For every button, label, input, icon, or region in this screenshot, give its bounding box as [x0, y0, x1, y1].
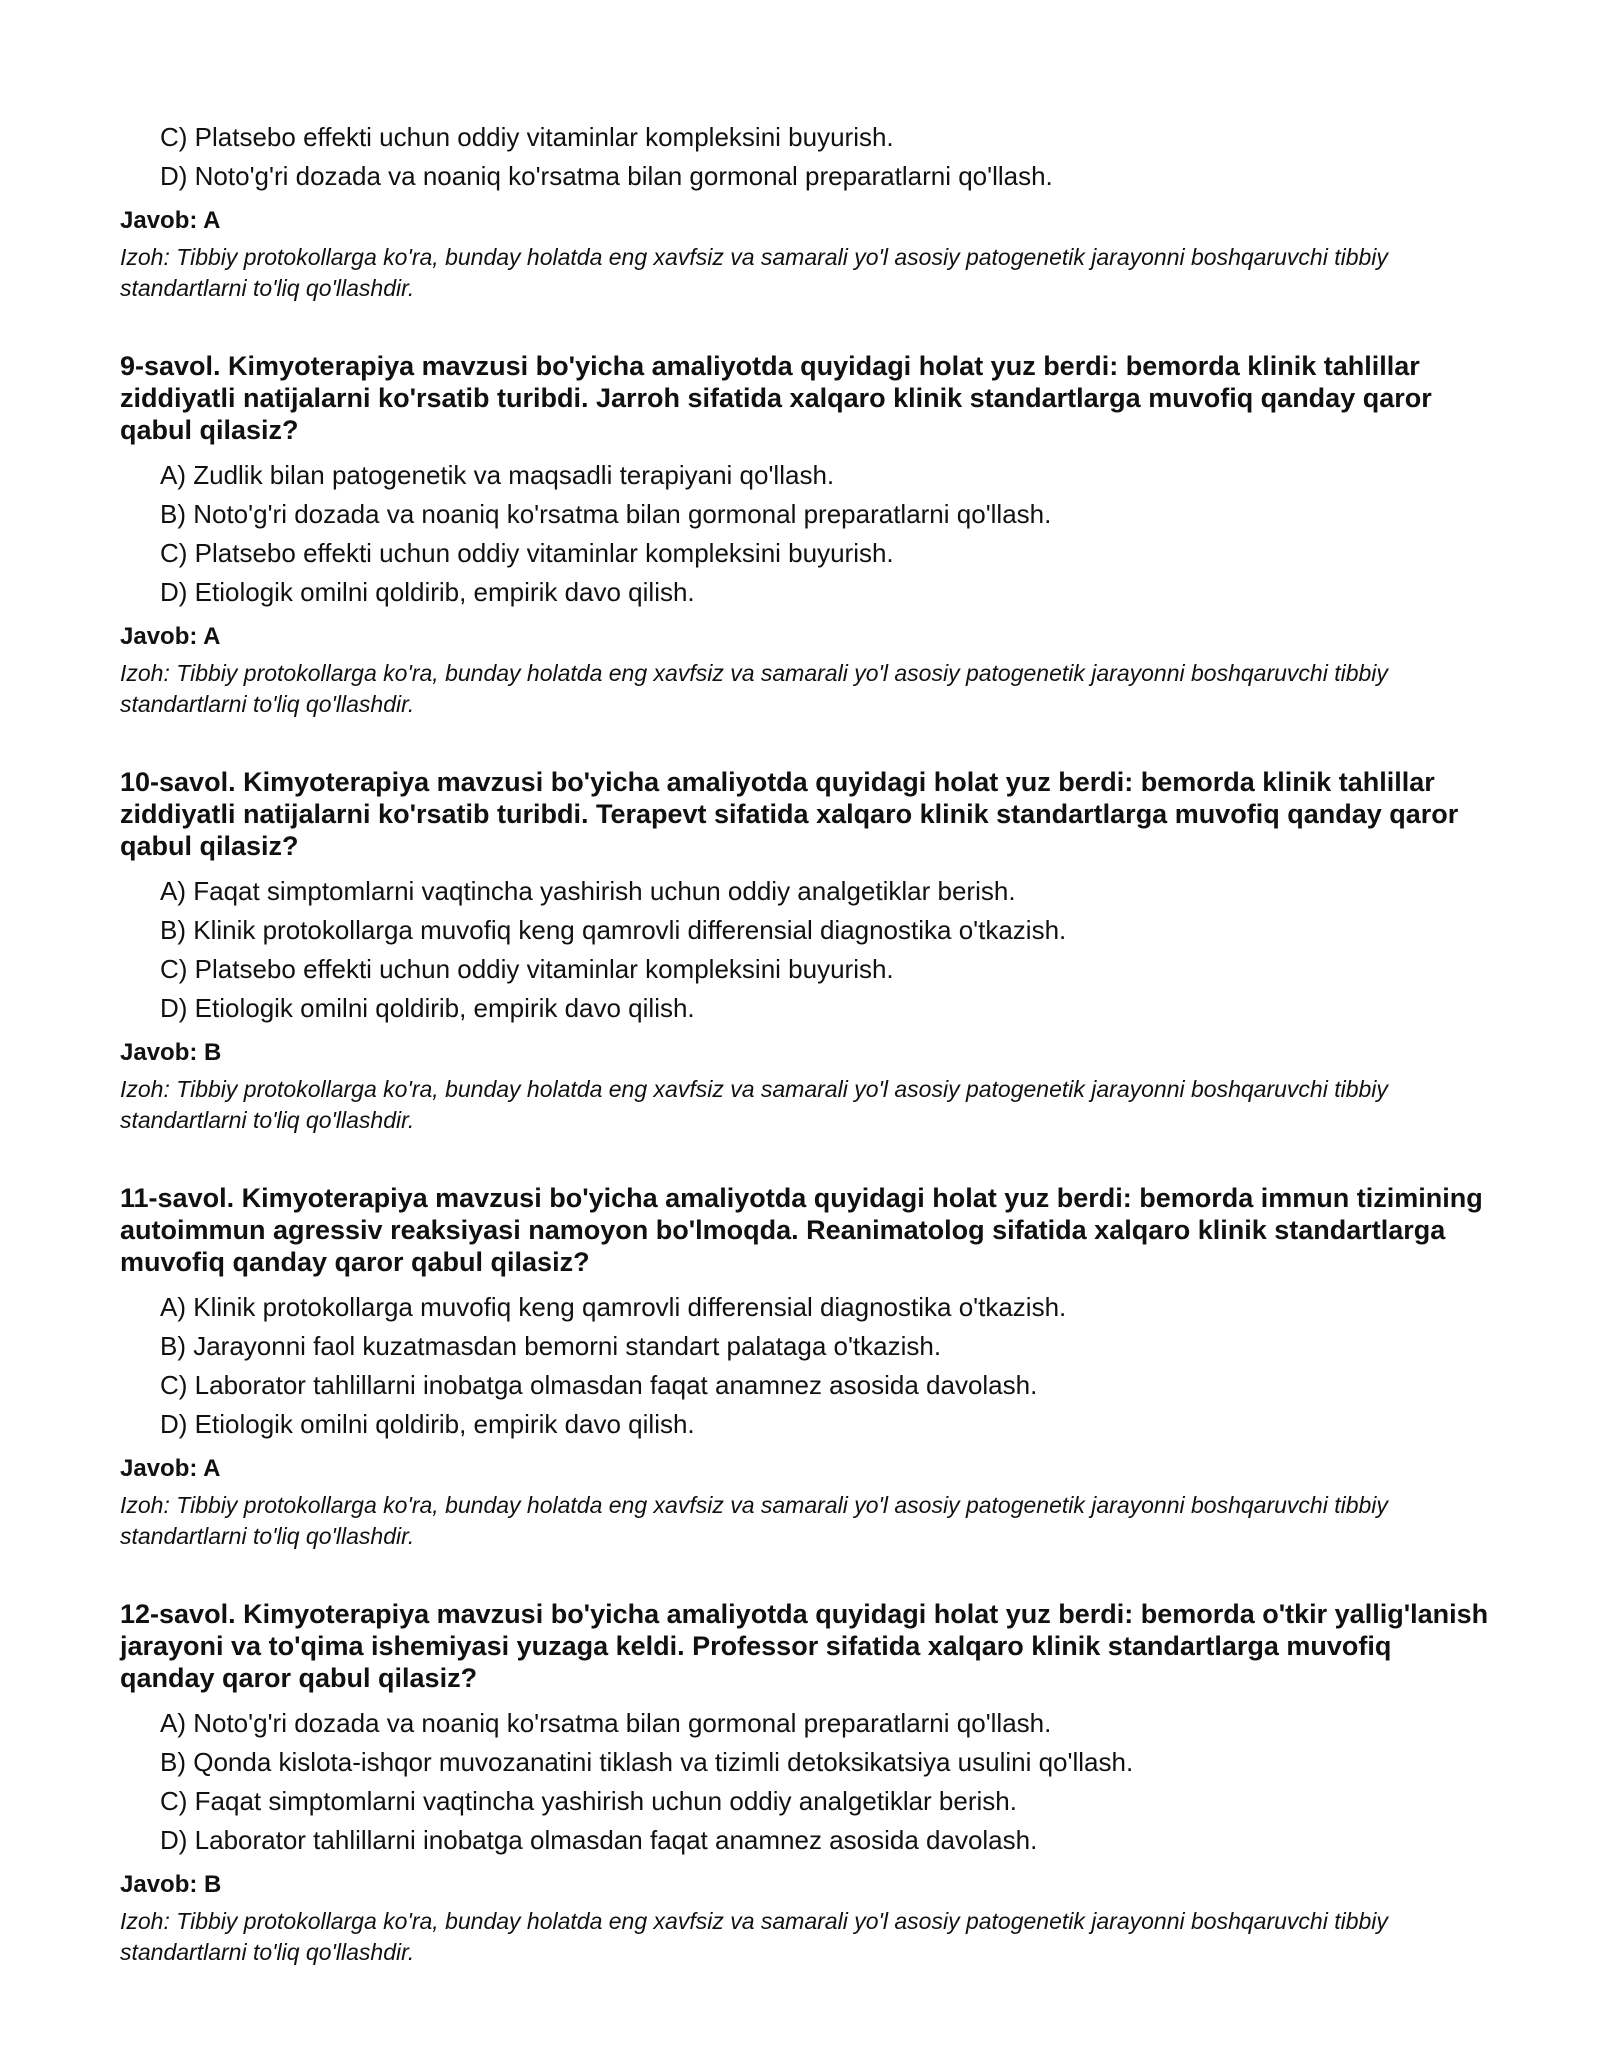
option-c: C) Faqat simptomlarni vaqtincha yashirish uchun oddiy analgetiklar berish.: [160, 1786, 1017, 1816]
explanation-text: Izoh: Tibbiy protokollarga ko'ra, bunday holatda eng xavfsiz va samarali yo'l asosiy patogenetik jarayonni boshqaruvchi tibbiy standartlarni to'liq qo'llashdir.: [120, 244, 1388, 301]
explanation-text: Izoh: Tibbiy protokollarga ko'ra, bunday holatda eng xavfsiz va samarali yo'l asosiy patogenetik jarayonni boshqaruvchi tibbiy standartlarni to'liq qo'llashdir.: [120, 660, 1388, 717]
question-title: 11-savol. Kimyoterapiya mavzusi bo'yicha amaliyotda quyidagi holat yuz berdi: bemorda immun tizimining autoimmun agressiv reaksiyasi namoyon bo'lmoqda. Reanimatolog sifatida xalqaro klinik standartlarga muvofiq qanday qaror qabul qilasiz?: [120, 1183, 1483, 1277]
option-b: B) Jarayonni faol kuzatmasdan bemorni standart palataga o'tkazish.: [160, 1331, 942, 1361]
option-a: A) Noto'g'ri dozada va noaniq ko'rsatma bilan gormonal preparatlarni qo'llash.: [160, 1708, 1052, 1738]
option-c: C) Laborator tahlillarni inobatga olmasdan faqat anamnez asosida davolash.: [160, 1370, 1038, 1400]
option-a: A) Klinik protokollarga muvofiq keng qamrovli differensial diagnostika o'tkazish.: [160, 1292, 1067, 1322]
question-title: 10-savol. Kimyoterapiya mavzusi bo'yicha amaliyotda quyidagi holat yuz berdi: bemorda klinik tahlillar ziddiyatli natijalarni ko'rsatib turibdi. Terapevt sifatida xalqaro klinik standartlarga muvofiq qanday qaror qabul qilasiz?: [120, 767, 1459, 861]
question-11: [120, 1182, 1490, 1552]
question-10: [120, 766, 1490, 1136]
answer-label: Javob: B: [120, 1871, 222, 1898]
option-list: [120, 1704, 1490, 1860]
answer-label: Javob: B: [120, 1039, 222, 1066]
option-c: C) Platsebo effekti uchun oddiy vitaminlar kompleksini buyurish.: [160, 954, 894, 984]
option-list: [120, 456, 1490, 612]
explanation-text: Izoh: Tibbiy protokollarga ko'ra, bunday holatda eng xavfsiz va samarali yo'l asosiy patogenetik jarayonni boshqaruvchi tibbiy standartlarni to'liq qo'llashdir.: [120, 1908, 1388, 1965]
option-d: D) Etiologik omilni qoldirib, empirik davo qilish.: [160, 1409, 695, 1439]
question-8-continuation: [120, 118, 1490, 304]
option-b: B) Qonda kislota-ishqor muvozanatini tiklash va tizimli detoksikatsiya usulini qo'llash.: [160, 1747, 1134, 1777]
option-a: A) Zudlik bilan patogenetik va maqsadli terapiyani qo'llash.: [160, 460, 835, 490]
explanation-text: Izoh: Tibbiy protokollarga ko'ra, bunday holatda eng xavfsiz va samarali yo'l asosiy patogenetik jarayonni boshqaruvchi tibbiy standartlarni to'liq qo'llashdir.: [120, 1076, 1388, 1133]
option-list: [120, 872, 1490, 1028]
option-list: [120, 1288, 1490, 1444]
option-c: C) Platsebo effekti uchun oddiy vitaminlar kompleksini buyurish.: [160, 538, 894, 568]
option-b: B) Noto'g'ri dozada va noaniq ko'rsatma bilan gormonal preparatlarni qo'llash.: [160, 499, 1052, 529]
option-d: D) Etiologik omilni qoldirib, empirik davo qilish.: [160, 993, 695, 1023]
document-page: [120, 118, 1490, 1968]
option-c: C) Platsebo effekti uchun oddiy vitaminlar kompleksini buyurish.: [160, 122, 894, 152]
option-d: D) Noto'g'ri dozada va noaniq ko'rsatma bilan gormonal preparatlarni qo'llash.: [160, 161, 1053, 191]
option-list: [120, 118, 1490, 196]
question-title: 9-savol. Kimyoterapiya mavzusi bo'yicha amaliyotda quyidagi holat yuz berdi: bemorda klinik tahlillar ziddiyatli natijalarni ko'rsatib turibdi. Jarroh sifatida xalqaro klinik standartlarga muvofiq qanday qaror qabul qilasiz?: [120, 351, 1432, 445]
option-d: D) Laborator tahlillarni inobatga olmasdan faqat anamnez asosida davolash.: [160, 1825, 1038, 1855]
answer-label: Javob: A: [120, 623, 221, 650]
question-title: 12-savol. Kimyoterapiya mavzusi bo'yicha amaliyotda quyidagi holat yuz berdi: bemorda o'tkir yallig'lanish jarayoni va to'qima ishemiyasi yuzaga keldi. Professor sifatida xalqaro klinik standartlarga muvofiq qanday qaror qabul qilasiz?: [120, 1599, 1489, 1693]
answer-label: Javob: A: [120, 207, 221, 234]
question-9: [120, 350, 1490, 720]
option-b: B) Klinik protokollarga muvofiq keng qamrovli differensial diagnostika o'tkazish.: [160, 915, 1067, 945]
answer-label: Javob: A: [120, 1455, 221, 1482]
explanation-text: Izoh: Tibbiy protokollarga ko'ra, bunday holatda eng xavfsiz va samarali yo'l asosiy patogenetik jarayonni boshqaruvchi tibbiy standartlarni to'liq qo'llashdir.: [120, 1492, 1388, 1549]
option-d: D) Etiologik omilni qoldirib, empirik davo qilish.: [160, 577, 695, 607]
option-a: A) Faqat simptomlarni vaqtincha yashirish uchun oddiy analgetiklar berish.: [160, 876, 1016, 906]
question-12: [120, 1598, 1490, 1968]
